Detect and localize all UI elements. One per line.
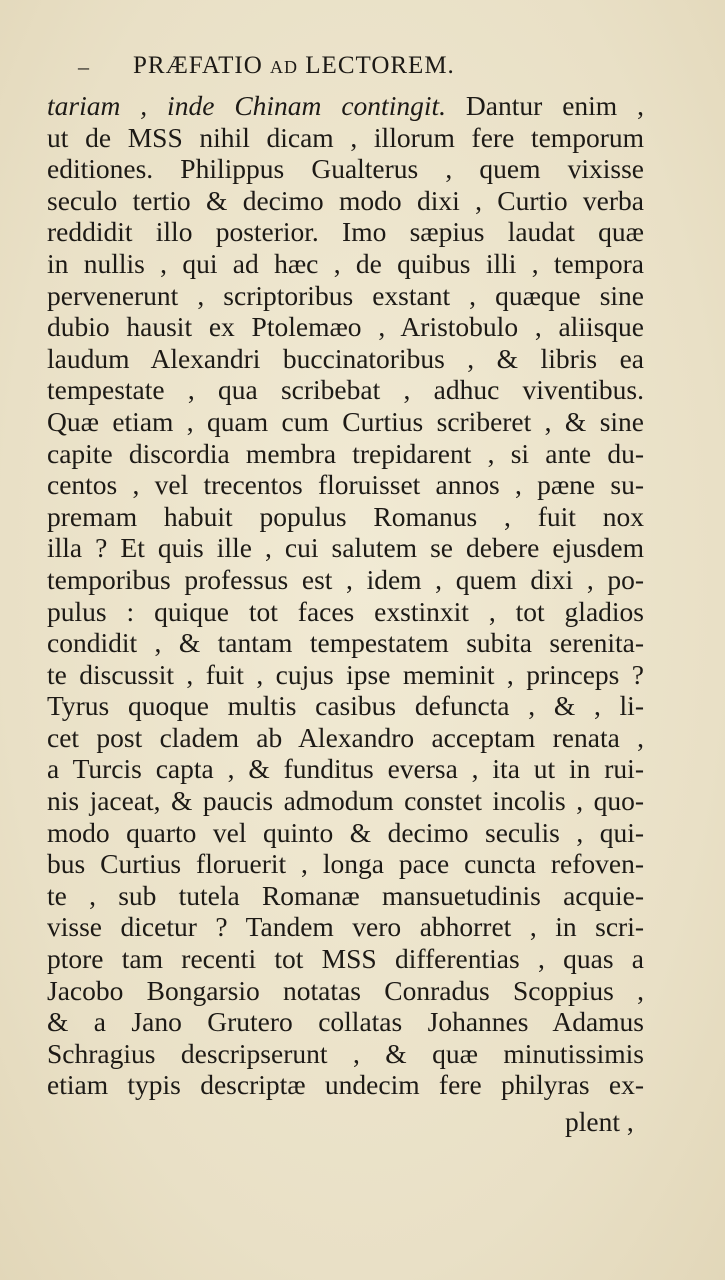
text-line bbox=[47, 438, 644, 470]
line-text: ut de MSS nihil dicam , illorum fere temporum bbox=[47, 121, 644, 153]
text-line bbox=[47, 90, 644, 122]
line-text: Tyrus quoque multis casibus defuncta , & , li- bbox=[47, 690, 644, 722]
line-text: a Turcis capta , & funditus eversa , ita ut in rui- bbox=[47, 753, 644, 785]
body-text bbox=[47, 90, 644, 1101]
text-line bbox=[47, 943, 644, 975]
text-line bbox=[47, 374, 644, 406]
header-ornament: – bbox=[78, 54, 90, 79]
text-line bbox=[47, 596, 644, 628]
text-line bbox=[47, 659, 644, 691]
text-line bbox=[47, 122, 644, 154]
text-line bbox=[47, 817, 644, 849]
text-line bbox=[47, 1038, 644, 1070]
text-line bbox=[47, 848, 644, 880]
text-line bbox=[47, 564, 644, 596]
running-header bbox=[0, 52, 725, 92]
text-line bbox=[47, 280, 644, 312]
line-text: reddidit illo posterior. Imo sæpius laudat quæ bbox=[47, 216, 644, 248]
text-line bbox=[47, 248, 644, 280]
line-text: pulus : quique tot faces exstinxit , tot gladios bbox=[47, 595, 644, 627]
line-text: laudum Alexandri buccinatoribus , & libris ea bbox=[47, 342, 644, 374]
line-text: temporibus professus est , idem , quem dixi , po- bbox=[47, 563, 644, 595]
header-title: PRÆFATIO ad LECTOREM. bbox=[133, 52, 455, 79]
line-text: premam habuit populus Romanus , fuit nox bbox=[47, 500, 644, 532]
line-text: condidit , & tantam tempestatem subita serenita- bbox=[47, 627, 644, 659]
line-text: in nullis , qui ad hæc , de quibus illi , tempora bbox=[47, 247, 644, 279]
line-text: seculo tertio & decimo modo dixi , Curtio verba bbox=[47, 184, 644, 216]
text-line bbox=[47, 216, 644, 248]
text-line bbox=[47, 185, 644, 217]
text-line bbox=[47, 627, 644, 659]
line-text: te discussit , fuit , cujus ipse meminit , princeps ? bbox=[47, 658, 644, 690]
line-text: modo quarto vel quinto & decimo seculis , qui- bbox=[47, 816, 644, 848]
line-text: tempestate , qua scribebat , adhuc viventibus. bbox=[47, 374, 644, 406]
text-line bbox=[47, 1069, 644, 1101]
catchword: plent , bbox=[565, 1106, 634, 1137]
line-text: Jacobo Bongarsio notatas Conradus Scoppius , bbox=[47, 974, 644, 1006]
text-line bbox=[47, 975, 644, 1007]
text-line bbox=[47, 532, 644, 564]
line-text: ptore tam recenti tot MSS differentias , quas a bbox=[47, 943, 644, 975]
text-line bbox=[47, 311, 644, 343]
line-text: Dantur enim , bbox=[446, 90, 644, 121]
line-text: Schragius descripserunt , & quæ minutissimis bbox=[47, 1037, 644, 1069]
line-text: pervenerunt , scriptoribus exstant , quæque sine bbox=[47, 279, 644, 311]
text-line bbox=[47, 343, 644, 375]
text-line bbox=[47, 911, 644, 943]
text-line bbox=[47, 722, 644, 754]
text-line bbox=[47, 501, 644, 533]
text-line bbox=[47, 785, 644, 817]
text-line bbox=[47, 880, 644, 912]
line-text: editiones. Philippus Gualterus , quem vixisse bbox=[47, 153, 644, 185]
text-line bbox=[47, 406, 644, 438]
line-text: centos , vel trecentos floruisset annos , pæne su- bbox=[47, 469, 644, 501]
line-text: bus Curtius floruerit , longa pace cuncta refoven- bbox=[47, 848, 644, 880]
line-text: nis jaceat, & paucis admodum constet incolis , quo- bbox=[47, 785, 644, 817]
text-line bbox=[47, 469, 644, 501]
text-line bbox=[47, 153, 644, 185]
line-text: cet post cladem ab Alexandro acceptam renata , bbox=[47, 721, 644, 753]
text-line bbox=[47, 1006, 644, 1038]
line-text: & a Jano Grutero collatas Johannes Adamus bbox=[47, 1006, 644, 1038]
text-line bbox=[47, 753, 644, 785]
line-text: dubio hausit ex Ptolemæo , Aristobulo , aliisque bbox=[47, 311, 644, 343]
line-text: capite discordia membra trepidarent , si ante du- bbox=[47, 437, 644, 469]
text-line bbox=[47, 690, 644, 722]
italic-phrase: tariam , inde Chinam contingit. bbox=[47, 90, 446, 121]
line-text: illa ? Et quis ille , cui salutem se debere ejusdem bbox=[47, 532, 644, 564]
line-text: etiam typis descriptæ undecim fere philyras ex- bbox=[47, 1069, 644, 1101]
line-text: Quæ etiam , quam cum Curtius scriberet , & sine bbox=[47, 405, 644, 437]
line-text: visse dicetur ? Tandem vero abhorret , in scri- bbox=[47, 911, 644, 943]
line-text: te , sub tutela Romanæ mansuetudinis acquie- bbox=[47, 879, 644, 911]
